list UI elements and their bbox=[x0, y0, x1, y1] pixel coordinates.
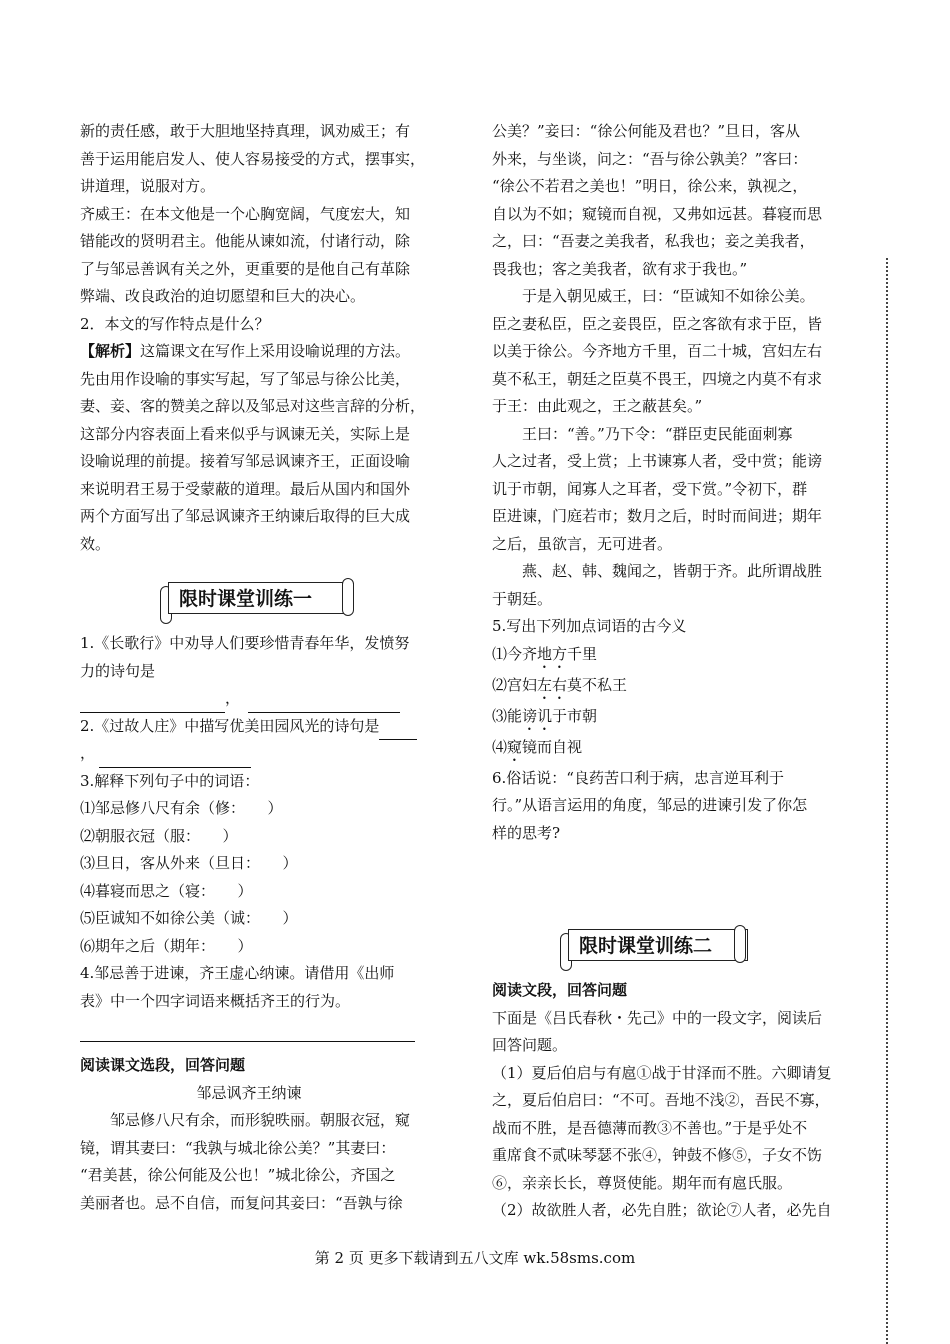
exercise-2: 2.《过故人庄》中描写优美田园风光的诗句是 bbox=[80, 713, 458, 741]
exercise-3-item: ⑶旦日，客从外来（旦日： ） bbox=[80, 854, 298, 872]
exercise-1: 力的诗句是 bbox=[80, 661, 156, 680]
text-line: 之，夏后伯启曰：“不可。吾地不浅②，吾民不寡， bbox=[492, 1091, 830, 1109]
text-line: （1）夏后伯启与有扈①战于甘泽而不胜。六卿请复 bbox=[492, 1063, 832, 1082]
text-line: 之后，虽欲言，无可进者。 bbox=[492, 534, 673, 553]
text-line: 自以为不如；窥镜而自视，又弗如远甚。暮寝而思 bbox=[492, 204, 823, 223]
right-column bbox=[492, 118, 872, 1225]
text-line: 两个方面写出了邹忌讽谏齐王纳谏后取得的巨大成 bbox=[80, 507, 411, 525]
text-line: “徐公不若君之美也！”明日，徐公来，孰视之， bbox=[492, 177, 808, 195]
text-line: 这部分内容表面上看来似乎与讽谏无关，实际上是 bbox=[80, 424, 411, 443]
text-line: 镜，谓其妻曰：“我孰与城北徐公美？”其妻曰： bbox=[80, 1138, 396, 1157]
answer-blank-line[interactable]: ， bbox=[80, 740, 458, 768]
text-line: 之，曰：“吾妻之美我者，私我也；妾之美我者， bbox=[492, 232, 815, 250]
text-line: 于是入朝见威王，曰：“臣诚知不如徐公美。 bbox=[522, 287, 815, 305]
text-line: 讥于市朝，闻寡人之耳者，受下赏。”令初下，群 bbox=[492, 479, 808, 498]
exercise-3-item: ⑴邹忌修八尺有余（修： ） bbox=[80, 799, 283, 817]
text-line: （2）故欲胜人者，必先自胜；欲论⑦人者，必先自 bbox=[492, 1201, 832, 1219]
text-line: 下面是《吕氏春秋・先己》中的一段文字，阅读后 bbox=[492, 1008, 823, 1027]
text-line: 人之过者，受上赏；上书谏寡人者，受中赏；能谤 bbox=[492, 452, 823, 470]
text-line: 以美于徐公。今齐地方千里，百二十城，宫妇左右 bbox=[492, 342, 823, 360]
exercise-4: 表》中一个四字词语来概括齐王的行为。 bbox=[80, 991, 351, 1010]
exercise-3-item: ⑷暮寝而思之（寝： ） bbox=[80, 881, 253, 900]
question-5-item: ⑴今齐地方千里 bbox=[492, 644, 598, 663]
question-5-item: ⑷窥镜而自视 bbox=[492, 737, 583, 756]
section-banner-2 bbox=[492, 915, 872, 971]
reading-heading: 阅读文段，回答问题 bbox=[492, 981, 628, 999]
text-line: ⑥，亲亲长长，尊贤使能。期年而有扈氏服。 bbox=[492, 1173, 793, 1192]
answer-blank[interactable] bbox=[379, 738, 417, 740]
exercise-3: 3.解释下列句子中的词语： bbox=[80, 771, 260, 790]
text-line: 这篇课文在写作上采用设喻说理的方法。 bbox=[140, 342, 411, 360]
text-line: 错能改的贤明君主。他能从谏如流，付诸行动，除 bbox=[80, 232, 411, 250]
question-2: 2．本文的写作特点是什么？ bbox=[80, 314, 270, 333]
text-line: 莫不私王，朝廷之臣莫不畏王，四境之内莫不有求 bbox=[492, 369, 823, 388]
text-line: 效。 bbox=[80, 534, 111, 553]
text-line: 弊端、改良政治的迫切愿望和巨大的决心。 bbox=[80, 287, 366, 305]
exercise-3-item: ⑹期年之后（期年： ） bbox=[80, 936, 253, 955]
text-line: 齐威王：在本文他是一个心胸宽阔，气度宏大，知 bbox=[80, 204, 411, 223]
text-line: 讲道理，说服对方。 bbox=[80, 177, 216, 195]
exercise-3-item: ⑵朝服衣冠（服： ） bbox=[80, 826, 238, 845]
text-line: 战而不胜，是吾德薄而教③不善也。”于是乎处不 bbox=[492, 1118, 808, 1137]
text-line: 美丽者也。忌不自信，而复问其妾曰：“吾孰与徐 bbox=[80, 1193, 403, 1212]
text-line: 了与邹忌善讽有关之外，更重要的是他自己有革除 bbox=[80, 259, 411, 278]
scroll-curl-right bbox=[734, 925, 746, 963]
exercise-4: 4.邹忌善于进谏，齐王虚心纳谏。请借用《出师 bbox=[80, 964, 395, 982]
exercise-1: 1.《长歌行》中劝导人们要珍惜青春年华，发愤努 bbox=[80, 634, 410, 652]
reading-heading: 阅读课文选段，回答问题 bbox=[80, 1056, 246, 1074]
text-line: 公美？”妾曰：“徐公何能及君也？”旦日，客从 bbox=[492, 122, 801, 140]
exercise-3-item: ⑸臣诚知不如徐公美（诚： ） bbox=[80, 909, 298, 927]
text-line: 畏我也；客之美我者，欲有求于我也。” bbox=[492, 259, 748, 278]
left-column bbox=[80, 118, 458, 1217]
text-line: 重席食不贰味琴瑟不张④，钟鼓不修⑤，子女不饬 bbox=[492, 1146, 823, 1164]
text-line: 善于运用能启发人、使人容易接受的方式，摆事实， bbox=[80, 149, 426, 168]
text-line: “君美甚，徐公何能及公也！”城北徐公，齐国之 bbox=[80, 1166, 396, 1184]
question-5-item: ⑶能谤讥于市朝 bbox=[492, 706, 598, 725]
text-line: 设喻说理的前提。接着写邹忌讽谏齐王，正面设喻 bbox=[80, 452, 411, 470]
text-line: 燕、赵、韩、魏闻之，皆朝于齐。此所谓战胜 bbox=[522, 562, 823, 580]
text-line: 于王：由此观之，王之蔽甚矣。” bbox=[492, 397, 703, 415]
question-5-item: ⑵宫妇左右莫不私王 bbox=[492, 675, 628, 694]
text-line: 先由用作设喻的事实写起，写了邹忌与徐公比美， bbox=[80, 369, 411, 388]
text-line: 邹忌修八尺有余，而形貌昳丽。朝服衣冠，窥 bbox=[110, 1111, 411, 1129]
text-line: 来说明君王易于受蒙蔽的道理。最后从国内和国外 bbox=[80, 479, 411, 498]
question-6: 样的思考? bbox=[492, 823, 561, 842]
analysis-paragraph bbox=[80, 338, 458, 366]
analysis-label: 【解析】 bbox=[80, 342, 141, 360]
text-line: 外来，与坐谈，问之：“吾与徐公孰美？”客曰： bbox=[492, 149, 808, 168]
text-line: 回答问题。 bbox=[492, 1036, 568, 1054]
text-line: 臣之妻私臣，臣之妾畏臣，臣之客欲有求于臣，皆 bbox=[492, 314, 823, 333]
text-line: 臣进谏，门庭若市；数月之后，时时而间进；期年 bbox=[492, 507, 823, 525]
margin-dotted-line bbox=[886, 258, 888, 1344]
banner-title-1: 限时课堂训练一 bbox=[168, 582, 348, 614]
answer-blank-line[interactable]: ， bbox=[80, 685, 458, 713]
section-banner-1 bbox=[80, 568, 458, 624]
scroll-curl-right bbox=[342, 578, 354, 616]
page-footer: 第 2 页 更多下载请到五八文库 wk.58sms.com bbox=[314, 1249, 636, 1267]
text-line: 于朝廷。 bbox=[492, 589, 553, 608]
text-line: 妻、妾、客的赞美之辞以及邹忌对这些言辞的分析， bbox=[80, 397, 426, 415]
text-line: 王曰：“善。”乃下令：“群臣吏民能面刺寡 bbox=[522, 424, 793, 443]
question-5: 5.写出下列加点词语的古今义 bbox=[492, 617, 687, 635]
banner-title-2: 限时课堂训练二 bbox=[568, 929, 748, 961]
question-6: 6.俗话说：“良药苦口利于病，忠言逆耳利于 bbox=[492, 768, 784, 787]
text-line: 新的责任感，敢于大胆地坚持真理，讽劝威王；有 bbox=[80, 122, 411, 140]
reading-title: 邹忌讽齐王纳谏 bbox=[196, 1083, 302, 1102]
question-6: 行。”从语言运用的角度，邹忌的进谏引发了你怎 bbox=[492, 796, 808, 814]
